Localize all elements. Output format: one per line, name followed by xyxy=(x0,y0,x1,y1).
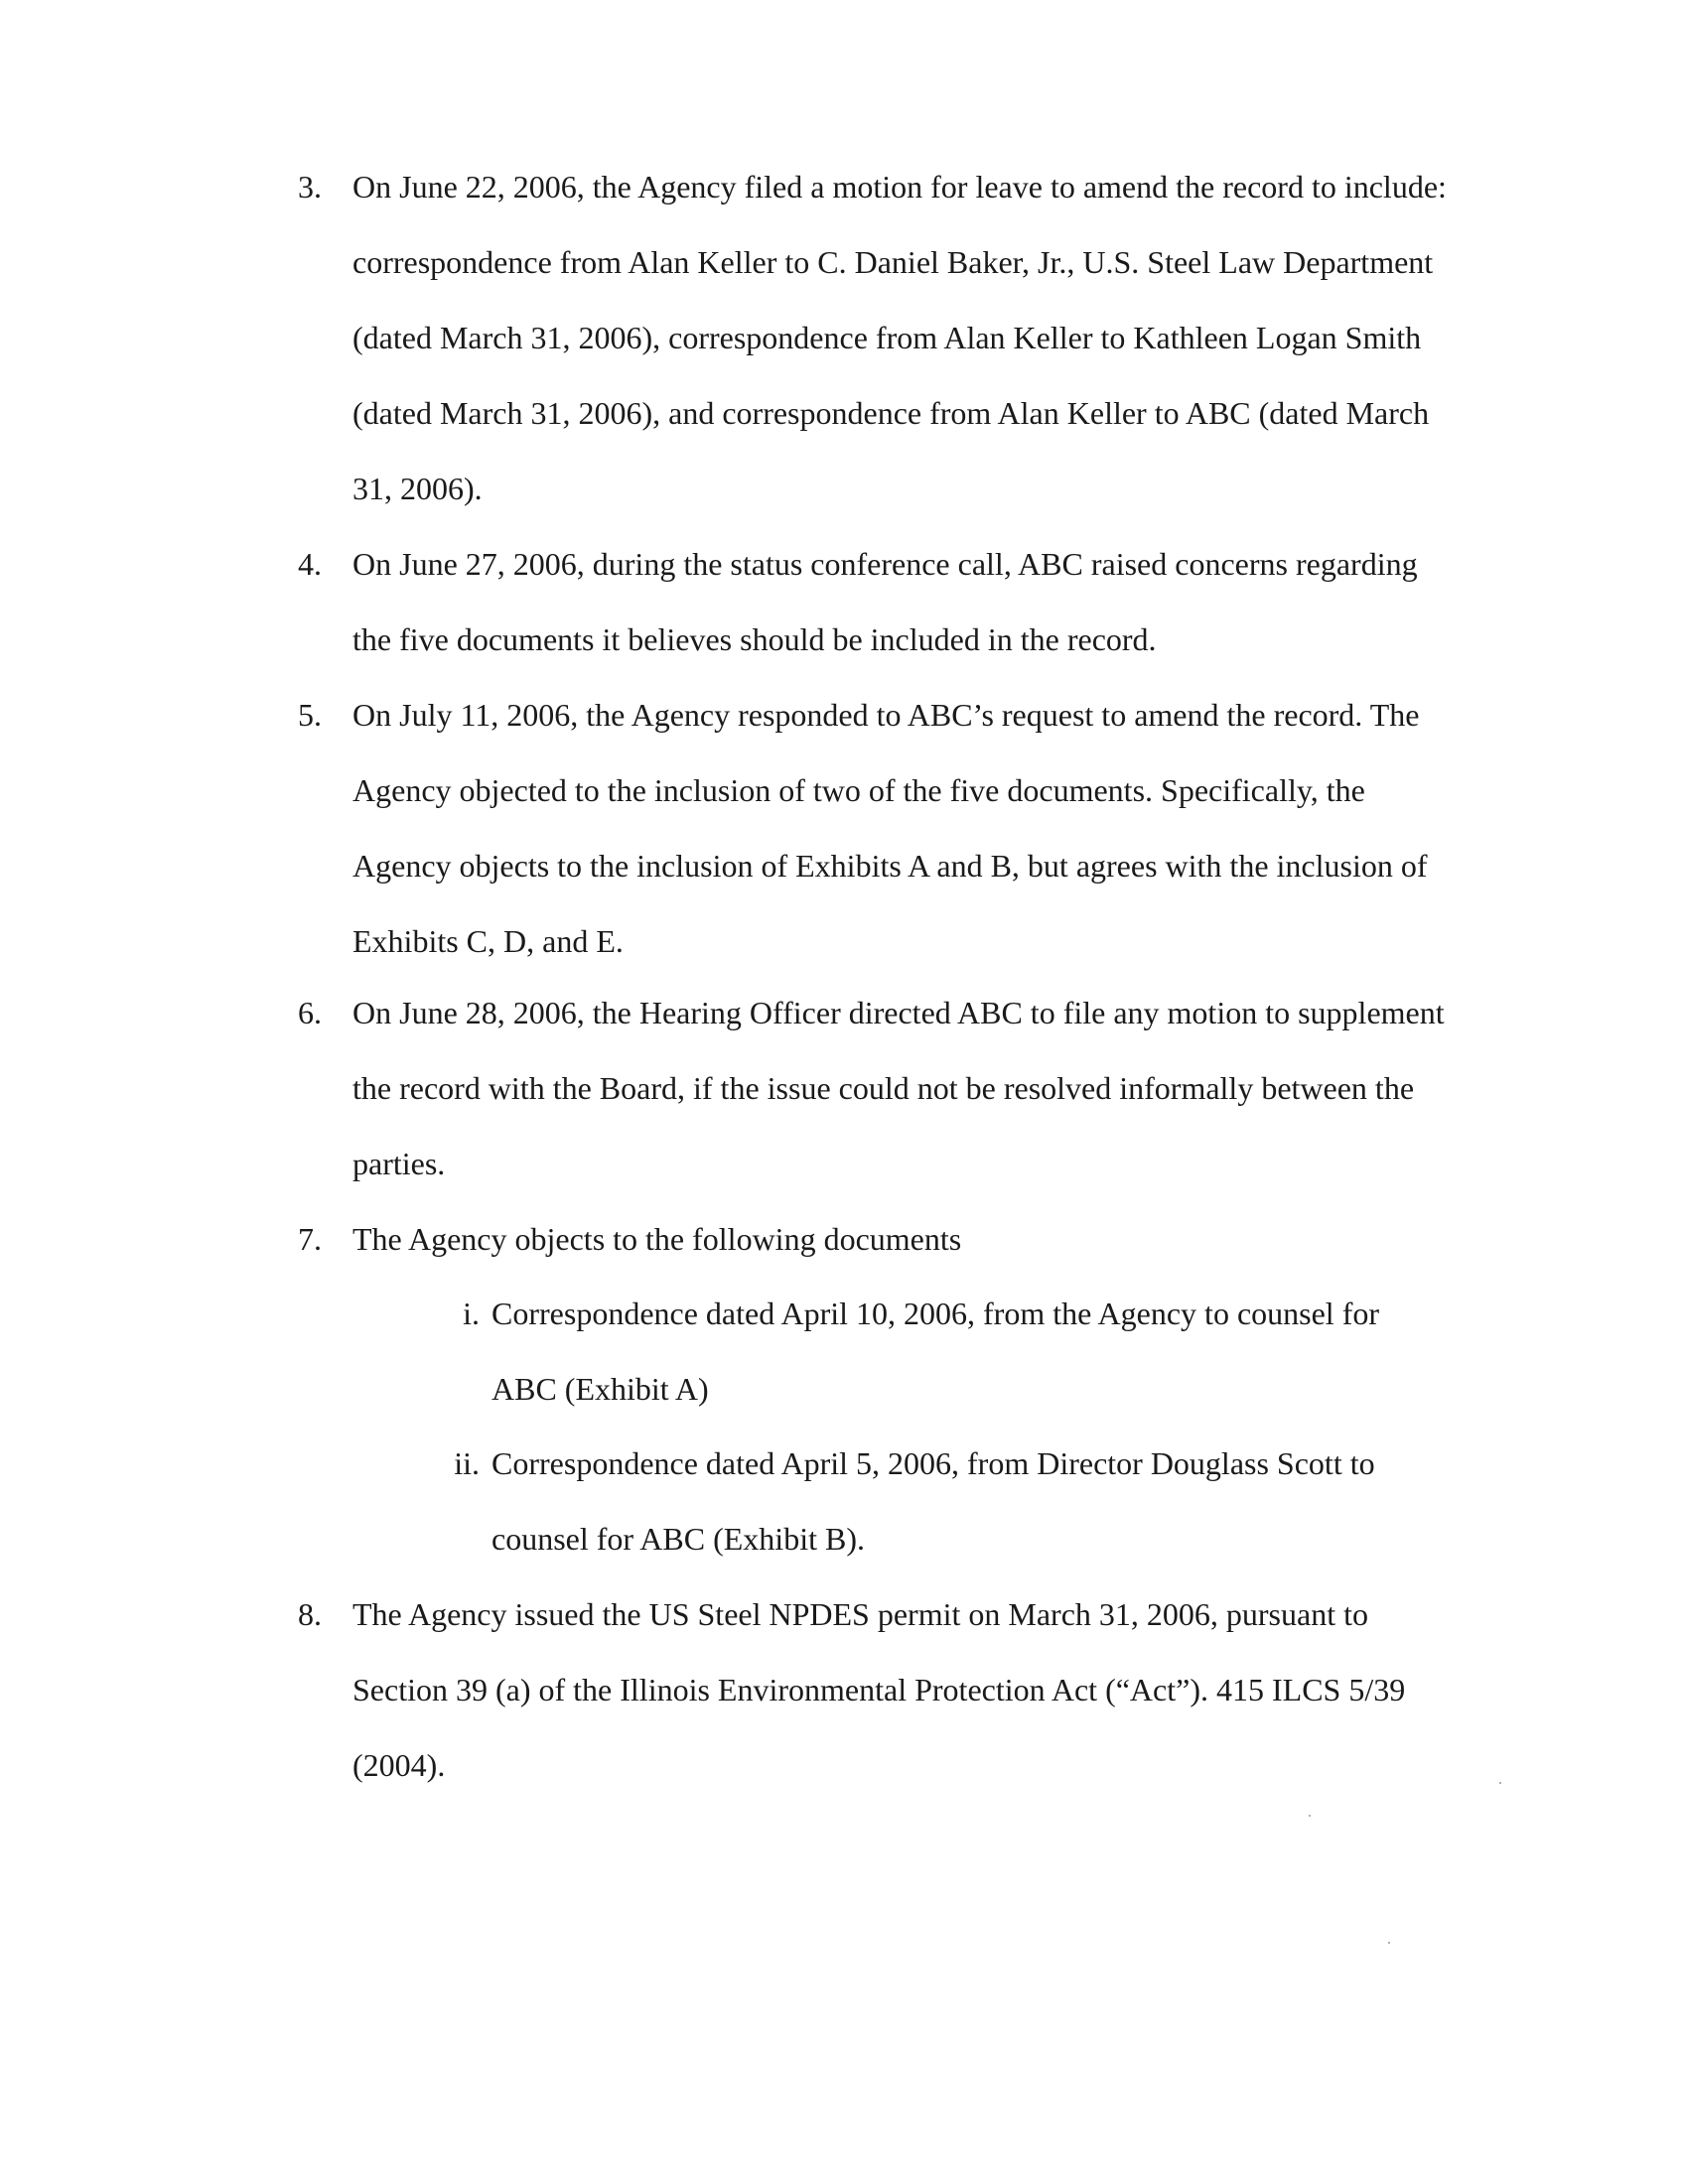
paragraph-8 xyxy=(298,1576,1450,1803)
scan-speck xyxy=(1309,1815,1311,1817)
paragraph-number: 6. xyxy=(298,995,322,1030)
scan-speck xyxy=(1388,1942,1390,1944)
paragraph-text: On June 22, 2006, the Agency filed a motion for leave to amend the record to include: correspondence from Alan Keller to C. Daniel Baker, Jr., U.S. Steel Law Department (dated March 31, 2006), correspondence from Alan Keller to Kathleen Logan Smith (dated March 31, 2006), and correspondence from Alan Keller to ABC (dated March 31, 2006). xyxy=(352,169,1447,506)
sub-item-i xyxy=(425,1276,1438,1427)
sub-item-text: Correspondence dated April 5, 2006, from Director Douglass Scott to counsel for ABC (Exhibit B). xyxy=(491,1445,1375,1557)
paragraph-text: The Agency issued the US Steel NPDES permit on March 31, 2006, pursuant to Section 39 (a) of the Illinois Environmental Protection Act (“Act”). 415 ILCS 5/39 (2004). xyxy=(352,1596,1406,1783)
sub-item-number: i. xyxy=(463,1296,480,1331)
paragraph-6 xyxy=(298,975,1450,1201)
sub-item-text: Correspondence dated April 10, 2006, from the Agency to counsel for ABC (Exhibit A) xyxy=(491,1296,1379,1407)
paragraph-number: 8. xyxy=(298,1596,322,1632)
paragraph-3 xyxy=(298,149,1450,526)
paragraph-number: 4. xyxy=(298,546,322,582)
paragraph-7 xyxy=(298,1201,1450,1277)
paragraph-5 xyxy=(298,677,1450,979)
paragraph-number: 5. xyxy=(298,697,322,733)
sub-item-number: ii. xyxy=(454,1445,480,1481)
paragraph-text: On June 27, 2006, during the status conference call, ABC raised concerns regarding the five documents it believes should be included in the record. xyxy=(352,546,1418,657)
scan-speck xyxy=(1499,1782,1501,1784)
paragraph-text: On July 11, 2006, the Agency responded to ABC’s request to amend the record. The Agency objected to the inclusion of two of the five documents. Specifically, the Agency objects to the inclusion of Exhibits A and B, but agrees with the inclusion of Exhibits C, D, and E. xyxy=(352,697,1428,959)
paragraph-number: 3. xyxy=(298,169,322,205)
paragraph-4 xyxy=(298,526,1450,677)
paragraph-text: The Agency objects to the following documents xyxy=(352,1221,962,1257)
sub-item-ii xyxy=(425,1426,1438,1576)
paragraph-text: On June 28, 2006, the Hearing Officer directed ABC to file any motion to supplement the record with the Board, if the issue could not be resolved informally between the parties. xyxy=(352,995,1445,1181)
paragraph-number: 7. xyxy=(298,1221,322,1257)
